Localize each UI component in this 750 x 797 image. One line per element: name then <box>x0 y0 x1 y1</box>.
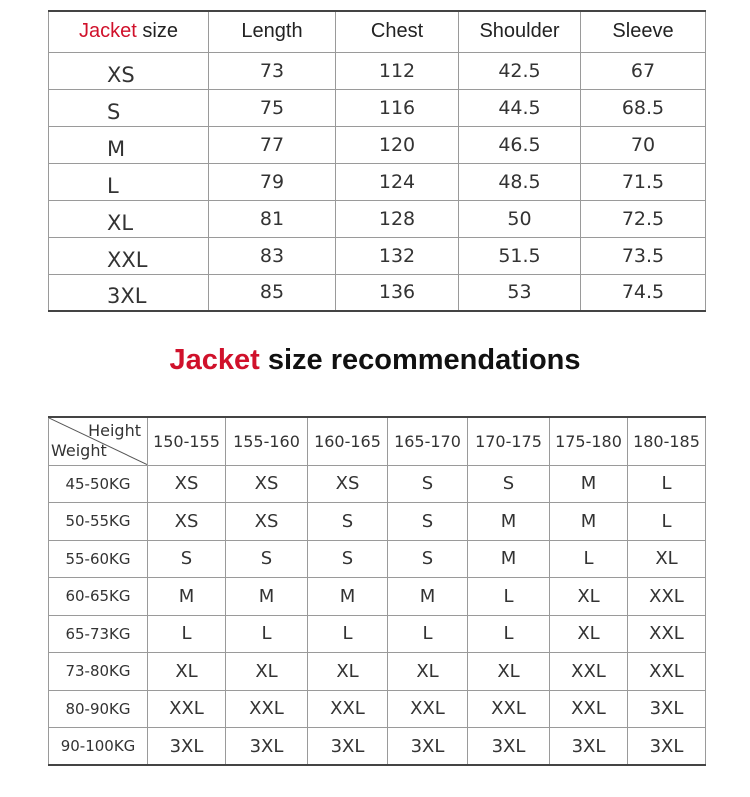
size-row <box>49 89 706 126</box>
recommended-size-cell: XXL <box>388 690 468 728</box>
recommended-size-cell: M <box>148 578 226 616</box>
recommended-size-cell: 3XL <box>148 728 226 766</box>
height-column-header: 175-180 <box>550 417 628 465</box>
recommended-size-cell: S <box>388 465 468 503</box>
recommended-size-cell: S <box>388 503 468 541</box>
height-label: Height <box>88 421 141 440</box>
recommended-size-cell: XXL <box>468 690 550 728</box>
shoulder-column-header: Shoulder <box>459 11 581 52</box>
weight-cell: 45-50KG <box>49 465 148 503</box>
recommended-size-cell: L <box>628 503 706 541</box>
recommended-size-cell: XL <box>226 653 308 691</box>
recommended-size-cell: 3XL <box>628 728 706 766</box>
length-cell: 75 <box>209 89 336 126</box>
recommendation-row <box>49 503 706 541</box>
recommendation-row <box>49 728 706 766</box>
chest-cell: 128 <box>336 200 459 237</box>
recommendation-row <box>49 465 706 503</box>
sleeve-cell: 72.5 <box>581 200 706 237</box>
length-cell: 79 <box>209 163 336 200</box>
recommended-size-cell: 3XL <box>308 728 388 766</box>
height-column-header: 165-170 <box>388 417 468 465</box>
recommended-size-cell: S <box>226 540 308 578</box>
length-cell: 77 <box>209 126 336 163</box>
chest-column-header: Chest <box>336 11 459 52</box>
recommended-size-cell: S <box>468 465 550 503</box>
chest-cell: 124 <box>336 163 459 200</box>
recommended-size-cell: 3XL <box>468 728 550 766</box>
recommended-size-cell: L <box>550 540 628 578</box>
sleeve-column-header: Sleeve <box>581 11 706 52</box>
size-cell: XL <box>49 200 209 237</box>
recommended-size-cell: L <box>308 615 388 653</box>
chest-cell: 112 <box>336 52 459 89</box>
height-column-header: 150-155 <box>148 417 226 465</box>
shoulder-cell: 50 <box>459 200 581 237</box>
size-header-rest: size <box>136 20 178 43</box>
chest-cell: 116 <box>336 89 459 126</box>
weight-cell: 90-100KG <box>49 728 148 766</box>
size-header-accent: Jacket <box>79 20 137 43</box>
size-row <box>49 274 706 311</box>
recommended-size-cell: L <box>388 615 468 653</box>
recommended-size-cell: XL <box>550 578 628 616</box>
sleeve-cell: 67 <box>581 52 706 89</box>
shoulder-cell: 44.5 <box>459 89 581 126</box>
recommended-size-cell: L <box>148 615 226 653</box>
recommended-size-cell: XXL <box>550 653 628 691</box>
recommended-size-cell: S <box>308 503 388 541</box>
recommended-size-cell: XL <box>550 615 628 653</box>
recommended-size-cell: XS <box>226 503 308 541</box>
recommended-size-cell: XXL <box>628 615 706 653</box>
recommendations-title <box>0 344 750 377</box>
recommended-size-cell: XXL <box>628 578 706 616</box>
recommended-size-cell: M <box>468 503 550 541</box>
recommended-size-cell: XS <box>308 465 388 503</box>
height-column-header: 180-185 <box>628 417 706 465</box>
size-cell: M <box>49 126 209 163</box>
sleeve-cell: 74.5 <box>581 274 706 311</box>
weight-cell: 60-65KG <box>49 578 148 616</box>
recommended-size-cell: 3XL <box>388 728 468 766</box>
recommended-size-cell: M <box>550 465 628 503</box>
recommended-size-cell: 3XL <box>550 728 628 766</box>
size-row <box>49 126 706 163</box>
shoulder-cell: 48.5 <box>459 163 581 200</box>
weight-cell: 80-90KG <box>49 690 148 728</box>
recommended-size-cell: L <box>628 465 706 503</box>
recommendations-title-accent: Jacket <box>169 344 260 376</box>
size-cell: L <box>49 163 209 200</box>
recommended-size-cell: XS <box>148 465 226 503</box>
sleeve-cell: 71.5 <box>581 163 706 200</box>
jacket-size-table <box>48 10 706 312</box>
size-cell: XXL <box>49 237 209 274</box>
length-column-header: Length <box>209 11 336 52</box>
chest-cell: 132 <box>336 237 459 274</box>
recommendation-row <box>49 653 706 691</box>
recommended-size-cell: M <box>226 578 308 616</box>
recommended-size-cell: M <box>388 578 468 616</box>
recommendation-header <box>49 417 706 465</box>
shoulder-cell: 51.5 <box>459 237 581 274</box>
chest-cell: 136 <box>336 274 459 311</box>
chest-cell: 120 <box>336 126 459 163</box>
shoulder-cell: 53 <box>459 274 581 311</box>
shoulder-cell: 42.5 <box>459 52 581 89</box>
recommended-size-cell: XL <box>388 653 468 691</box>
recommended-size-cell: XL <box>628 540 706 578</box>
weight-cell: 73-80KG <box>49 653 148 691</box>
length-cell: 83 <box>209 237 336 274</box>
size-row <box>49 52 706 89</box>
size-cell: 3XL <box>49 274 209 311</box>
recommended-size-cell: 3XL <box>628 690 706 728</box>
recommendations-title-rest: size recommendations <box>259 344 581 376</box>
recommendation-row <box>49 615 706 653</box>
size-row <box>49 200 706 237</box>
recommended-size-cell: XXL <box>308 690 388 728</box>
recommended-size-cell: XXL <box>550 690 628 728</box>
recommended-size-cell: XL <box>308 653 388 691</box>
height-column-header: 155-160 <box>226 417 308 465</box>
recommendation-row <box>49 690 706 728</box>
recommendation-row <box>49 578 706 616</box>
size-recommendation-table <box>48 416 706 766</box>
recommended-size-cell: XXL <box>226 690 308 728</box>
size-row <box>49 237 706 274</box>
height-column-header: 160-165 <box>308 417 388 465</box>
recommended-size-cell: L <box>468 578 550 616</box>
shoulder-cell: 46.5 <box>459 126 581 163</box>
size-cell: XS <box>49 52 209 89</box>
weight-cell: 65-73KG <box>49 615 148 653</box>
recommended-size-cell: XXL <box>628 653 706 691</box>
recommended-size-cell: M <box>308 578 388 616</box>
length-cell: 73 <box>209 52 336 89</box>
recommended-size-cell: M <box>468 540 550 578</box>
size-row <box>49 163 706 200</box>
length-cell: 81 <box>209 200 336 237</box>
size-table-header <box>49 11 706 52</box>
sleeve-cell: 68.5 <box>581 89 706 126</box>
recommended-size-cell: L <box>468 615 550 653</box>
size-column-header <box>49 11 209 52</box>
recommendation-row <box>49 540 706 578</box>
sleeve-cell: 73.5 <box>581 237 706 274</box>
recommended-size-cell: XL <box>468 653 550 691</box>
recommended-size-cell: M <box>550 503 628 541</box>
recommended-size-cell: L <box>226 615 308 653</box>
height-weight-corner <box>49 417 148 465</box>
recommended-size-cell: S <box>388 540 468 578</box>
recommended-size-cell: XS <box>148 503 226 541</box>
weight-cell: 55-60KG <box>49 540 148 578</box>
recommended-size-cell: XXL <box>148 690 226 728</box>
weight-cell: 50-55KG <box>49 503 148 541</box>
recommended-size-cell: XS <box>226 465 308 503</box>
recommended-size-cell: S <box>148 540 226 578</box>
length-cell: 85 <box>209 274 336 311</box>
weight-label: Weight <box>51 440 107 460</box>
size-cell: S <box>49 89 209 126</box>
height-column-header: 170-175 <box>468 417 550 465</box>
recommended-size-cell: S <box>308 540 388 578</box>
sleeve-cell: 70 <box>581 126 706 163</box>
recommended-size-cell: 3XL <box>226 728 308 766</box>
recommended-size-cell: XL <box>148 653 226 691</box>
